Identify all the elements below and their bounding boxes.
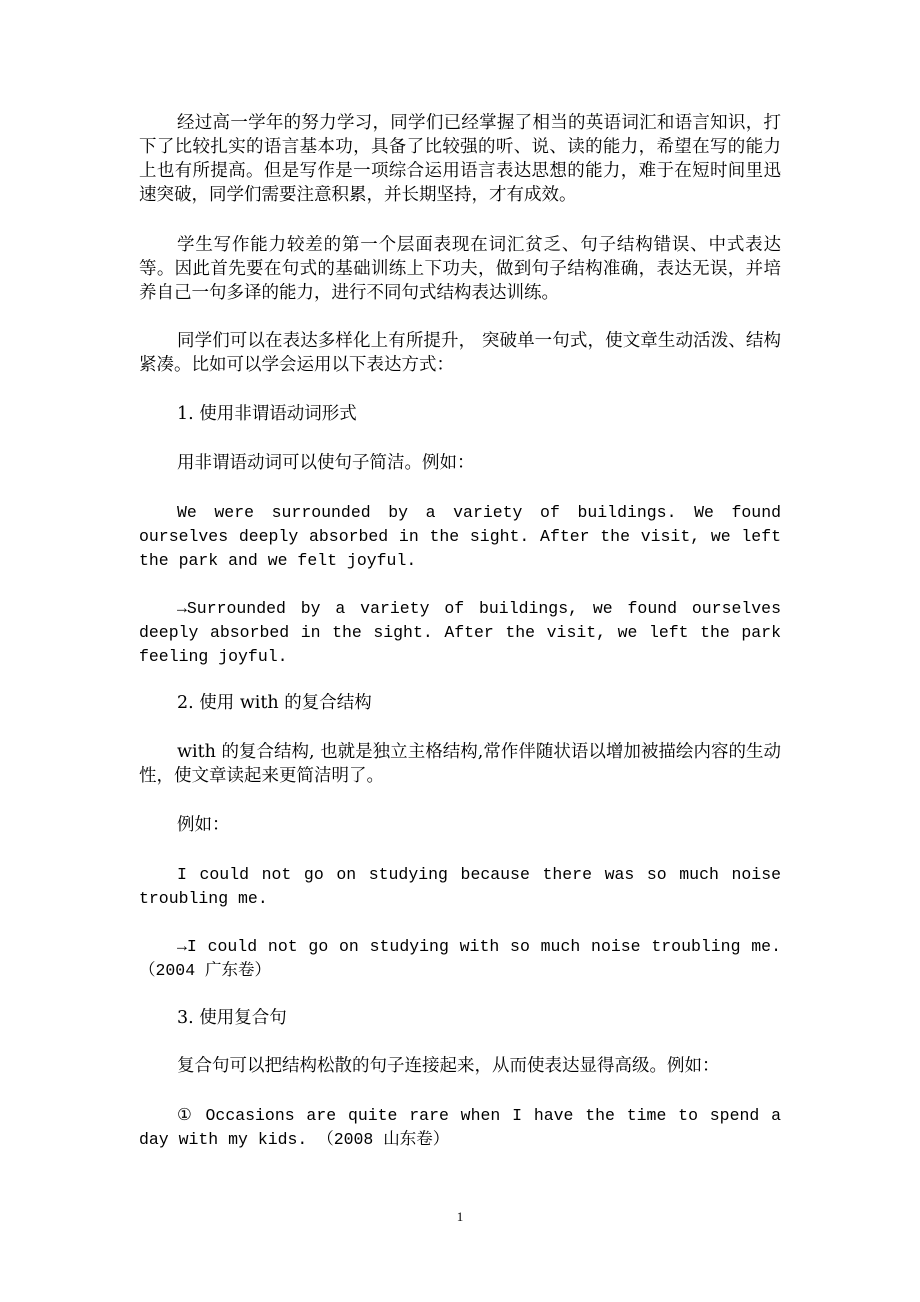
example-label: 例如：	[177, 815, 230, 835]
example-2-original: I could not go on studying because there was so much noise troubling me.	[139, 865, 781, 908]
problem-paragraph: 学生写作能力较差的第一个层面表现在词汇贫乏、句子结构错误、中式表达等。因此首先要在句式的基础训练上下功夫，做到句子结构准确，表达无误，并培养自己一句多译的能力，进行不同句式结构表达训练。	[139, 235, 781, 303]
heading-with-structure: 2. 使用 with 的复合结构	[177, 693, 372, 713]
example-2-revised: →I could not go on studying with so much noise troubling me.（2004 广东卷）	[139, 937, 781, 980]
example-3-original: ① Occasions are quite rare when I have the time to spend a day with my kids. （2008 山东卷）	[139, 1106, 781, 1149]
page-number: 1	[456, 1209, 464, 1224]
example-1-revised: →Surrounded by a variety of buildings, we found ourselves deeply absorbed in the sight. After the visit, we left the park feeling joyful.	[139, 599, 781, 666]
example-1-original: We were surrounded by a variety of buildings. We found ourselves deeply absorbed in the sight. After the visit, we left the park and we felt joyful.	[139, 503, 781, 570]
nonfinite-description: 用非谓语动词可以使句子简洁。例如：	[177, 453, 475, 473]
intro-paragraph: 经过高一学年的努力学习，同学们已经掌握了相当的英语词汇和语言知识，打下了比较扎实的语言基本功，具备了比较强的听、说、读的能力，希望在写的能力上也有所提高。但是写作是一项综合运用语言表达思想的能力，难于在短时间里迅速突破，同学们需要注意积累，并长期坚持，才有成效。	[139, 113, 781, 205]
heading-nonfinite-verbs: 1. 使用非谓语动词形式	[177, 404, 357, 424]
with-structure-description: with 的复合结构, 也就是独立主格结构,常作伴随状语以增加被描绘内容的生动性，使文章读起来更简洁明了。	[139, 742, 781, 786]
method-paragraph: 同学们可以在表达多样化上有所提升， 突破单一句式，使文章生动活泼、结构紧凑。比如可以学会运用以下表达方式：	[139, 331, 781, 375]
heading-compound-sentence: 3. 使用复合句	[177, 1008, 287, 1028]
compound-sentence-description: 复合句可以把结构松散的句子连接起来，从而使表达显得高级。例如：	[177, 1056, 720, 1076]
